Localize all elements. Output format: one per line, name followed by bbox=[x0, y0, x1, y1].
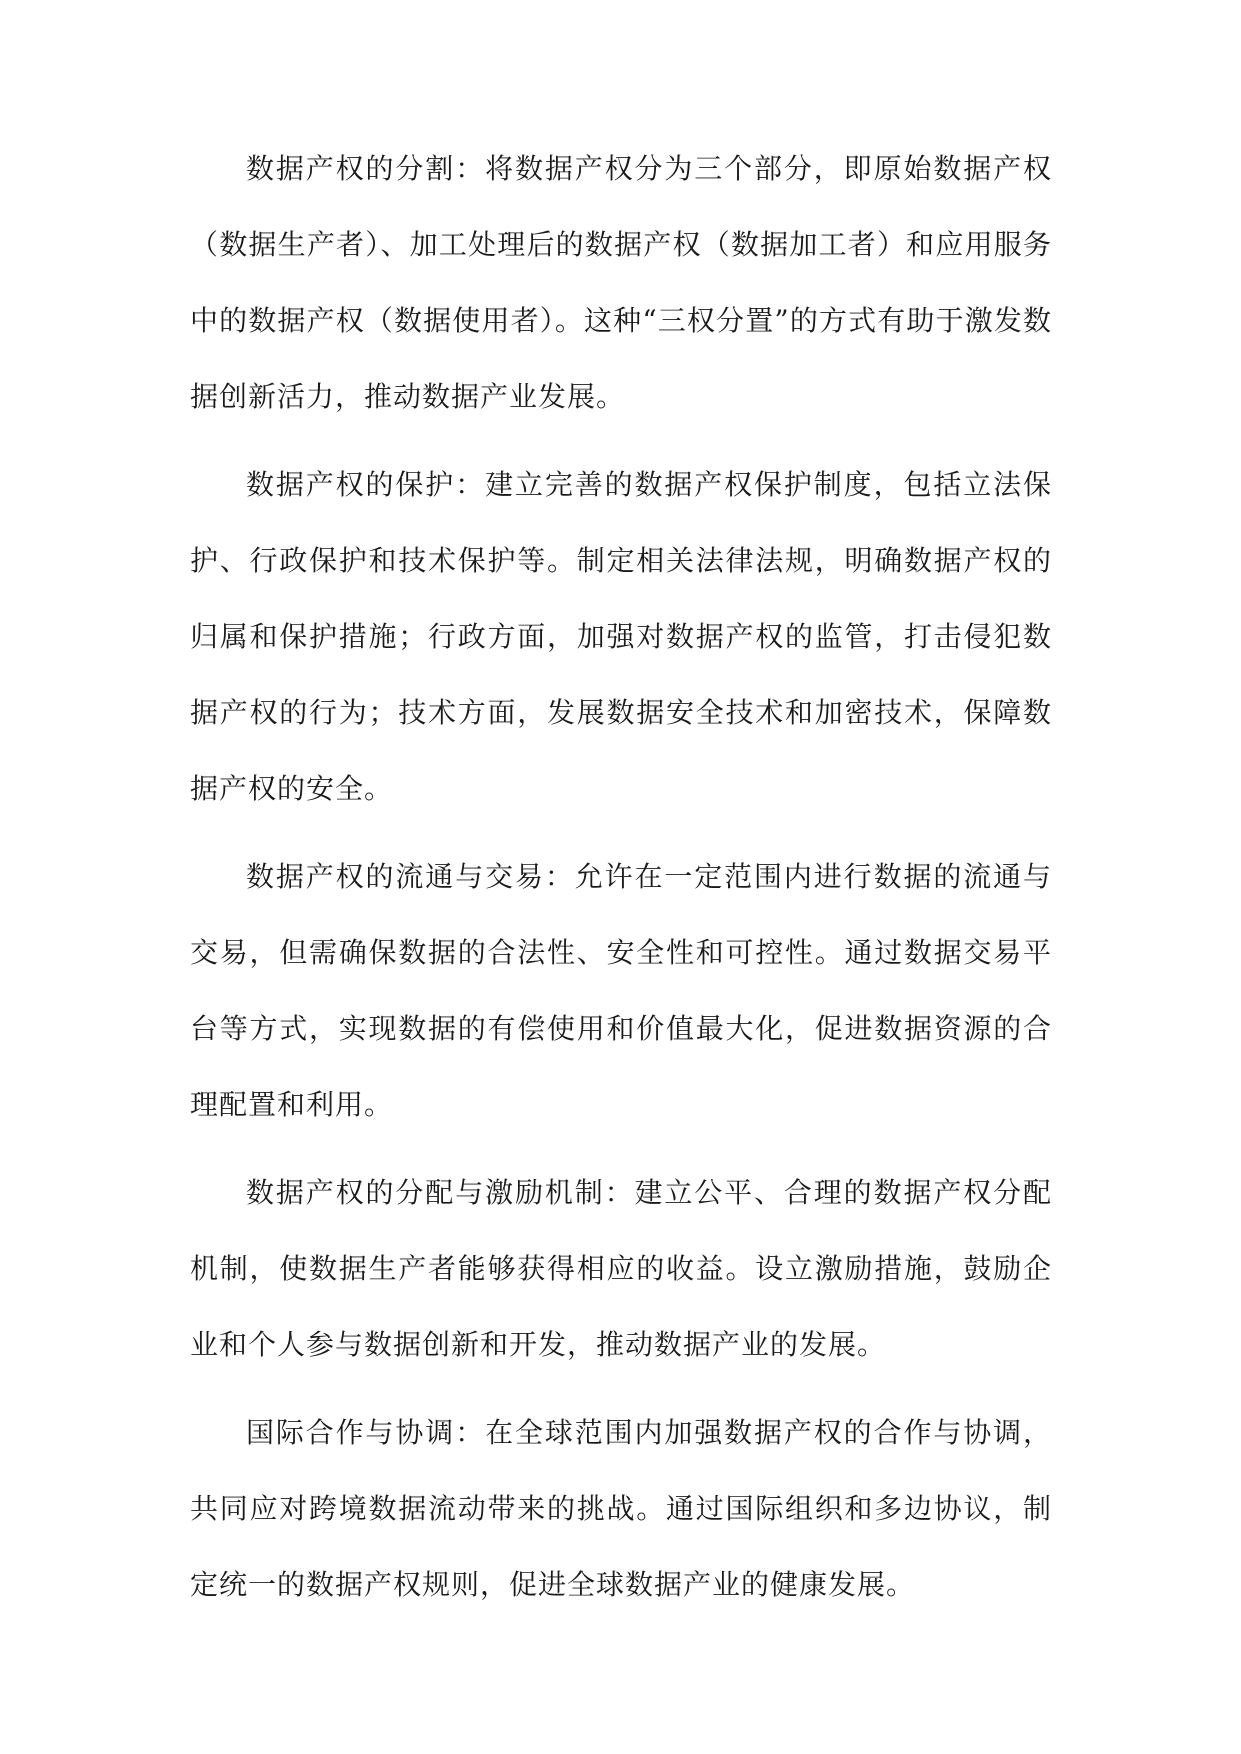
paragraph-data-circulation-trading: 数据产权的流通与交易：允许在一定范围内进行数据的流通与交易，但需确保数据的合法性、安全性和可控性。通过数据交易平台等方式，实现数据的有偿使用和价值最大化，促进数据资源的合理配置和利用。 bbox=[190, 860, 1052, 1121]
paragraph-international-cooperation: 国际合作与协调：在全球范围内加强数据产权的合作与协调，共同应对跨境数据流动带来的挑战。通过国际组织和多边协议，制定统一的数据产权规则，促进全球数据产业的健康发展。 bbox=[190, 1416, 1052, 1601]
paragraph-data-property-division: 数据产权的分割：将数据产权分为三个部分，即原始数据产权（数据生产者）、加工处理后的数据产权（数据加工者）和应用服务中的数据产权（数据使用者）。这种“三权分置”的方式有助于激发数据创新活力，推动数据产业发展。 bbox=[190, 152, 1052, 413]
paragraph-data-property-protection: 数据产权的保护：建立完善的数据产权保护制度，包括立法保护、行政保护和技术保护等。制定相关法律法规，明确数据产权的归属和保护措施；行政方面，加强对数据产权的监管，打击侵犯数据产权的行为；技术方面，发展数据安全技术和加密技术，保障数据产权的安全。 bbox=[190, 468, 1052, 805]
document-body bbox=[190, 131, 1052, 1635]
paragraph-distribution-incentives: 数据产权的分配与激励机制：建立公平、合理的数据产权分配机制，使数据生产者能够获得相应的收益。设立激励措施，鼓励企业和个人参与数据创新和开发，推动数据产业的发展。 bbox=[190, 1176, 1052, 1361]
